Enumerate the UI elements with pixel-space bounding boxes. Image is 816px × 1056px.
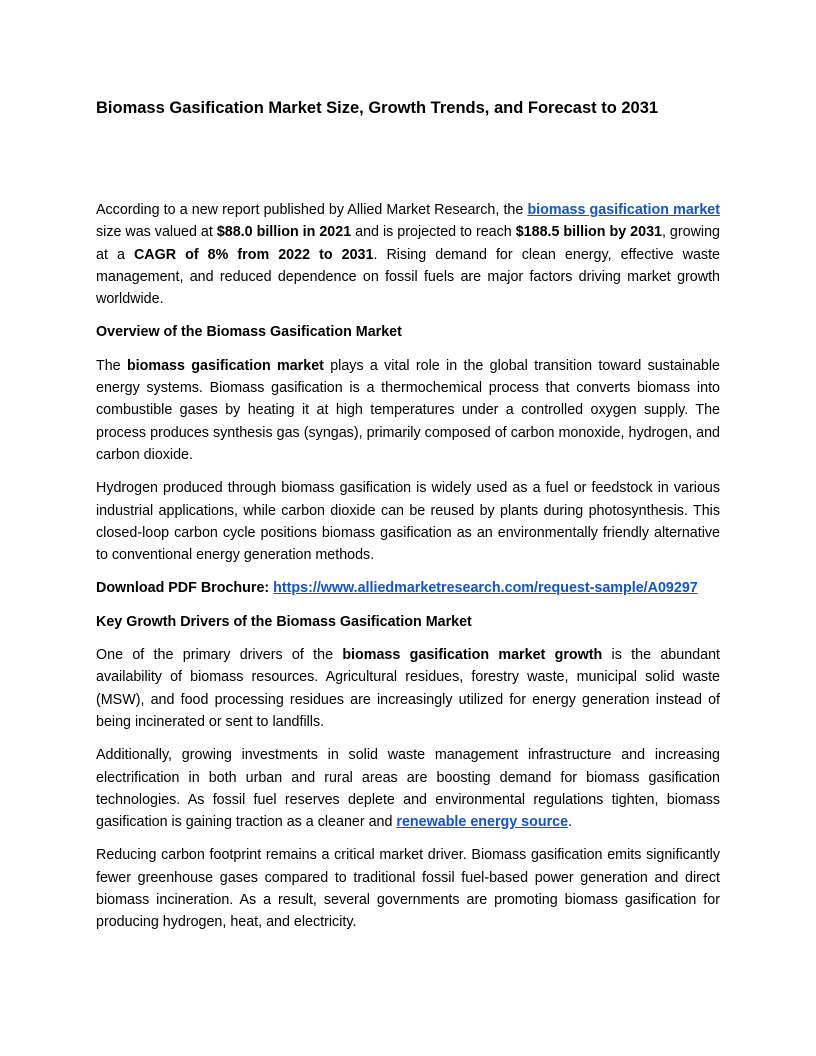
drivers-heading: Key Growth Drivers of the Biomass Gasification Market bbox=[96, 613, 472, 630]
overview-p1-text-1: The bbox=[96, 357, 127, 374]
drivers-p2-text-2: . bbox=[568, 814, 573, 831]
download-brochure-line bbox=[96, 577, 720, 599]
overview-p1-text-2: plays a vital role in the global transition toward sustainable energy systems. Biomass gasification is a thermochemical process that converts biomass into combustible gases by heating it at high temperatures under a controlled oxygen supply. The process produces synthesis gas (syngas), primarily composed of carbon monoxide, hydrogen, and carbon dioxide. bbox=[96, 357, 720, 463]
drivers-p1-text-1: One of the primary drivers of the bbox=[96, 647, 343, 664]
intro-text-5: . Rising demand for clean energy, effective waste management, and reduced dependence on fossil fuels are major factors driving market growth worldwide. bbox=[96, 246, 720, 308]
drivers-paragraph-1 bbox=[96, 644, 720, 733]
intro-paragraph bbox=[96, 199, 720, 310]
renewable-energy-source-link[interactable]: renewable energy source bbox=[396, 814, 569, 831]
drivers-p1-text-2: is the abundant availability of biomass resources. Agricultural residues, forestry waste, municipal solid waste (MSW), and food processing residues are increasingly utilized for energy generation instead of being incinerated or sent to landfills. bbox=[96, 647, 720, 730]
market-value-2031: $188.5 billion by 2031 bbox=[515, 224, 662, 241]
download-label: Download PDF Brochure: bbox=[96, 580, 274, 597]
drivers-p1-bold: biomass gasification market growth bbox=[342, 647, 603, 664]
overview-paragraph-2: Hydrogen produced through biomass gasification is widely used as a fuel or feedstock in various industrial applications, while carbon dioxide can be reused by plants during photosynthesis. This closed-loop carbon cycle positions biomass gasification as an environmentally friendly alternative to conventional energy generation methods. bbox=[96, 480, 720, 564]
document-title: Biomass Gasification Market Size, Growth Trends, and Forecast to 2031 bbox=[96, 99, 659, 117]
market-value-2021: $88.0 billion in 2021 bbox=[216, 224, 352, 241]
intro-text-3: and is projected to reach bbox=[351, 224, 516, 241]
intro-text-4: , growing at a bbox=[96, 224, 720, 263]
document-body bbox=[96, 199, 720, 945]
overview-heading: Overview of the Biomass Gasification Market bbox=[96, 324, 402, 341]
drivers-paragraph-3: Reducing carbon footprint remains a critical market driver. Biomass gasification emits significantly fewer greenhouse gases compared to traditional fossil fuel-based power generation and direct biomass incineration. As a result, several governments are promoting biomass gasification for producing hydrogen, heat, and electricity. bbox=[96, 847, 720, 931]
drivers-paragraph-2 bbox=[96, 744, 720, 833]
intro-text-2: size was valued at bbox=[96, 224, 217, 241]
download-brochure-link[interactable]: https://www.alliedmarketresearch.com/request-sample/A09297 bbox=[273, 580, 698, 597]
overview-paragraph-1 bbox=[96, 355, 720, 466]
intro-text-1: According to a new report published by Allied Market Research, the bbox=[96, 202, 528, 218]
biomass-gasification-market-link[interactable]: biomass gasification market bbox=[527, 202, 720, 218]
cagr-value: CAGR of 8% from 2022 to 2031 bbox=[133, 246, 374, 263]
drivers-p2-text-1: Additionally, growing investments in solid waste management infrastructure and increasing electrification in both urban and rural areas are boosting demand for biomass gasification technologies. As fossil fuel reserves deplete and environmental regulations tighten, biomass gasification is gaining traction as a cleaner and bbox=[96, 747, 720, 831]
overview-p1-bold: biomass gasification market bbox=[126, 357, 324, 374]
